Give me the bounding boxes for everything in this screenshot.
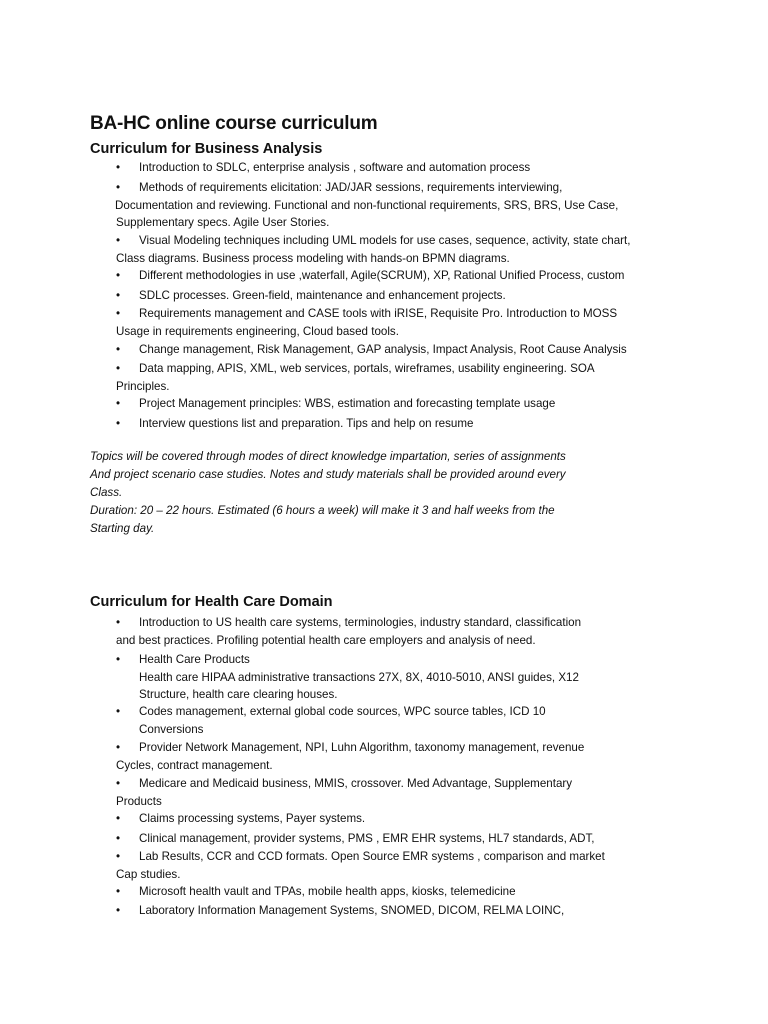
ba-item-7: • Change management, Risk Management, GAP analysis, Impact Analysis, Root Cause Analysis: [116, 341, 686, 359]
hc-item-6: • Claims processing systems, Payer systems.: [116, 810, 686, 828]
bullet: •: [116, 812, 121, 825]
bullet: •: [116, 777, 121, 790]
course-notes: Topics will be covered through modes of direct knowledge impartation, series of assignments And project scenario case studies. Notes and study materials shall be provided around every Class. Duration: 20 – 22 hours. Estimated (6 hours a week) will make it 3 and half weeks from the Starting day.: [90, 450, 566, 535]
ba-item-10: • Interview questions list and preparation. Tips and help on resume: [116, 415, 686, 433]
bullet: •: [116, 616, 121, 629]
ba-item-1: • Introduction to SDLC, enterprise analysis , software and automation process: [116, 159, 686, 177]
bullet: •: [116, 343, 121, 356]
bullet: •: [116, 741, 121, 754]
bullet: •: [116, 653, 121, 666]
bullet: •: [116, 417, 121, 430]
document-title: BA-HC online course curriculum: [90, 113, 378, 134]
ba-item-8: • Data mapping, APIS, XML, web services, portals, wireframes, usability engineering. SOA Principles.: [116, 362, 595, 393]
ba-heading: Curriculum for Business Analysis: [90, 141, 323, 157]
bullet: •: [116, 307, 121, 320]
hc-item-7: • Clinical management, provider systems, PMS , EMR EHR systems, HL7 standards, ADT,: [116, 830, 686, 848]
ba-item-3: • Visual Modeling techniques including UML models for use cases, sequence, activity, state chart, Class diagrams. Business process modeling with hands-on BPMN diagrams.: [116, 234, 631, 265]
bullet: •: [116, 234, 121, 247]
ba-item-9: • Project Management principles: WBS, estimation and forecasting template usage: [116, 395, 686, 413]
hc-item-3: • Codes management, external global code sources, WPC source tables, ICD 10 Conversions: [116, 705, 546, 736]
bullet: •: [116, 904, 121, 917]
hc-item-4: • Provider Network Management, NPI, Luhn Algorithm, taxonomy management, revenue Cycles, contract management.: [116, 741, 585, 772]
bullet: •: [116, 705, 121, 718]
hc-item-10: • Laboratory Information Management Systems, SNOMED, DICOM, RELMA LOINC,: [116, 902, 686, 920]
ba-item-5: • SDLC processes. Green-field, maintenance and enhancement projects.: [116, 287, 686, 305]
ba-item-2: • Methods of requirements elicitation: JAD/JAR sessions, requirements interviewing, Documentation and reviewing. Functional and non-functional requirements, SRS, BRS, Use Case, Supplementary specs. Agile User Stories.: [115, 181, 619, 229]
ba-item-4: • Different methodologies in use ,waterfall, Agile(SCRUM), XP, Rational Unified Process, custom: [116, 267, 686, 285]
bullet: •: [116, 885, 121, 898]
bullet: •: [116, 289, 121, 302]
bullet: •: [116, 832, 121, 845]
hc-item-8: • Lab Results, CCR and CCD formats. Open Source EMR systems , comparison and market Cap studies.: [116, 850, 605, 881]
bullet: •: [116, 181, 121, 194]
bullet: •: [116, 269, 121, 282]
bullet: •: [116, 161, 121, 174]
hc-heading: Curriculum for Health Care Domain: [90, 594, 333, 610]
hc-item-2: • Health Care Products Health care HIPAA administrative transactions 27X, 8X, 4010-5010, ANSI guides, X12 Structure, health care clearing houses.: [116, 653, 579, 701]
ba-item-6: • Requirements management and CASE tools with iRISE, Requisite Pro. Introduction to MOSS Usage in requirements engineering, Cloud based tools.: [116, 307, 618, 338]
hc-item-5: • Medicare and Medicaid business, MMIS, crossover. Med Advantage, Supplementary Products: [116, 777, 573, 808]
bullet: •: [116, 397, 121, 410]
bullet: •: [116, 362, 121, 375]
hc-item-1: • Introduction to US health care systems, terminologies, industry standard, classification and best practices. Profiling potential health care employers and analysis of need.: [116, 616, 582, 647]
bullet: •: [116, 850, 121, 863]
hc-item-9: • Microsoft health vault and TPAs, mobile health apps, kiosks, telemedicine: [116, 883, 686, 901]
